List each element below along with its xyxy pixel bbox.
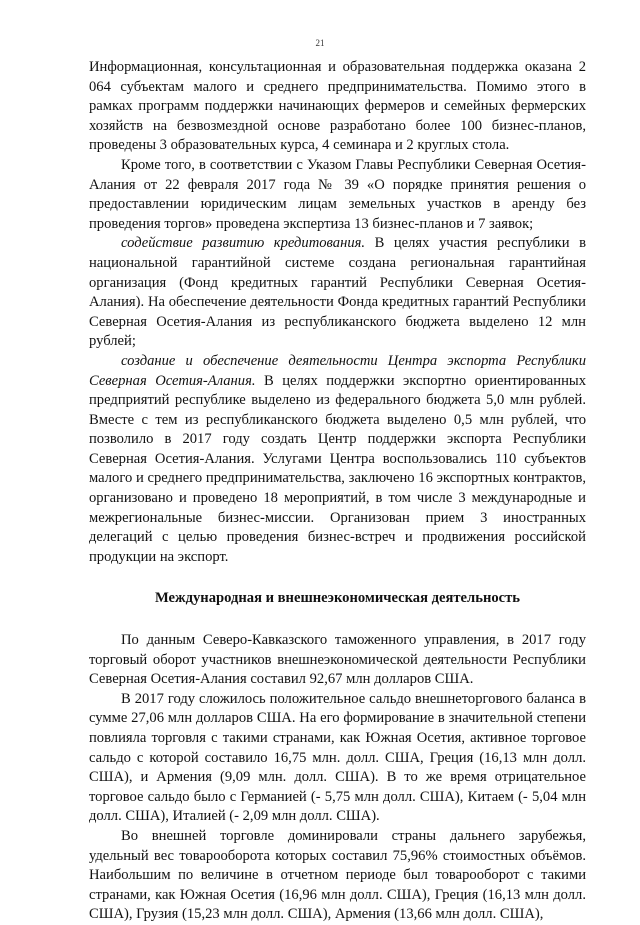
section-heading: Международная и внешнеэкономическая деятельность <box>154 590 521 607</box>
paragraph-credit-development-lead: содействие развитию кредитования. <box>121 235 366 252</box>
paragraph-foreign-trade: Во внешней торговле доминировали страны дальнего зарубежья, удельный вес товарооборота которых составил 75,96% стоимостных объёмов. Наибольшим по величине в отчетном периоде был товарооборот с такими странами, как Южная Осетия (16,96 млн долл. США), Греция (16,13 млн долл. США), Грузия (15,23 млн долл. США), Армения (13,66 млн долл. США), <box>89 827 586 923</box>
paragraph-trade-turnover: По данным Северо-Кавказского таможенного управления, в 2017 году торговый оборот участников внешнеэкономической деятельности Республики Северная Осетия-Алания составил 92,67 млн долларов США. <box>89 632 586 688</box>
paragraph-credit-development-text: В целях участия республики в национальной гарантийной системе создана региональная гарантийная организация (Фонд кредитных гарантий Республики Северная Осетия-Алания). На обеспечение деятельности Фонда кредитных гарантий Республики Северная Осетия-Алания из республиканского бюджета выделено 12 млн рублей; <box>89 235 586 350</box>
paragraph-trade-balance: В 2017 году сложилось положительное сальдо внешнеторгового баланса в сумме 27,06 млн долларов США. На его формирование в значительной степени повлияла торговля с такими странами, как Южная Осетия, активное торговое сальдо с которой составило 16,75 млн. долл. США, Греция (16,13 млн долл. США), и Армения (9,09 млн. долл. США). В то же время отрицательное торговое сальдо было с Германией (- 5,75 млн долл. США), Китаем (- 5,04 млн долл. США), Италией (- 2,09 млн долл. США). <box>89 690 586 825</box>
paragraph-export-center <box>89 352 586 568</box>
paragraph-credit-development <box>89 234 586 352</box>
page-number: 21 <box>315 38 325 48</box>
paragraph-info-support: Информационная, консультационная и образовательная поддержка оказана 2 064 субъектам малого и среднего предпринимательства. Помимо этого в рамках программ поддержки начинающих фермеров и семейных фермерских хозяйств на безвозмездной основе разработано более 100 бизнес-планов, проведены 3 образовательных курса, 4 семинара и 2 круглых стола. <box>89 59 586 154</box>
document-body <box>89 58 586 925</box>
paragraph-decree-expertise: Кроме того, в соответствии с Указом Главы Республики Северная Осетия-Алания от 22 февраля 2017 года № 39 «О порядке принятия решения о предоставлении юридическим лицам земельных участков в аренду без проведения торгов» проведена экспертиза 13 бизнес-планов и 7 заявок; <box>89 156 586 232</box>
paragraph-export-center-text: В целях поддержки экспортно ориентированных предприятий республике выделено из федерального бюджета 5,0 млн рублей. Вместе с тем из республиканского бюджета выделено 0,5 млн рублей, что позволило в 2017 году создать Центр поддержки экспорта Республики Северная Осетия-Алания. Услугами Центра воспользовались 110 субъектов малого и среднего предпринимательства, заключено 16 экспортных контрактов, организовано и проведено 18 мероприятий, в том числе 3 международные и межрегиональные бизнес-миссии. Организован прием 3 иностранных делегаций с целью проведения бизнес-встреч и продвижения российской продукции на экспорт. <box>89 372 587 565</box>
paragraph-export-center-lead: создание и обеспечение деятельности Центра экспорта Республики Северная Осетия-Алания. <box>89 352 586 389</box>
